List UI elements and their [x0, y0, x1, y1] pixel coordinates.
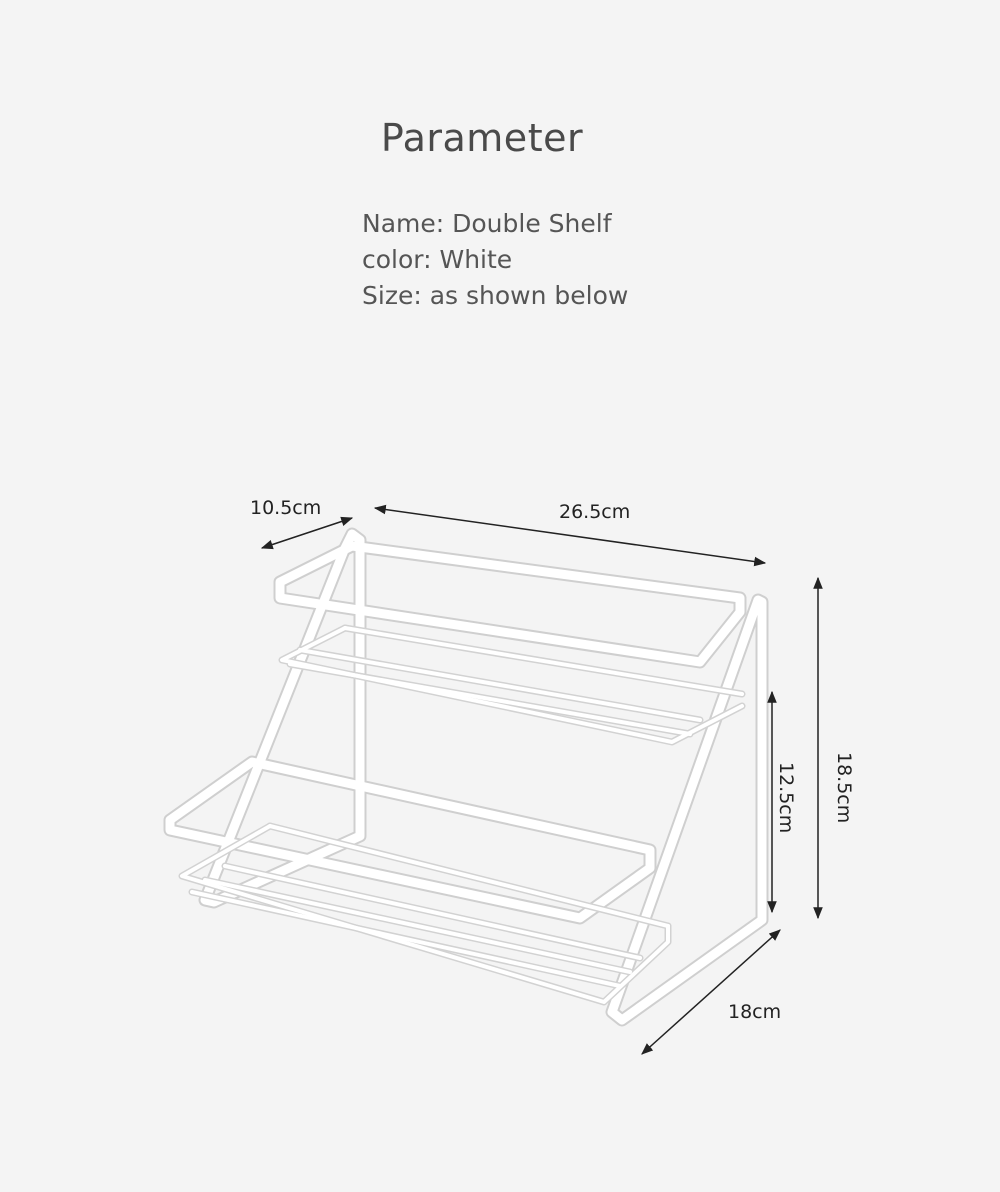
- spec-color: color: White: [362, 245, 513, 274]
- arrow-depth-top: [262, 518, 352, 548]
- shelf-illustration: [170, 534, 762, 1020]
- spec-size: Size: as shown below: [362, 281, 629, 310]
- page-title: Parameter: [380, 116, 584, 160]
- label-height-total: 18.5cm: [833, 752, 855, 824]
- label-height-tier: 12.5cm: [775, 762, 797, 834]
- spec-name: Name: Double Shelf: [362, 209, 612, 238]
- label-depth-top: 10.5cm: [250, 497, 322, 519]
- label-width: 26.5cm: [559, 501, 631, 523]
- label-depth-base: 18cm: [728, 1001, 782, 1023]
